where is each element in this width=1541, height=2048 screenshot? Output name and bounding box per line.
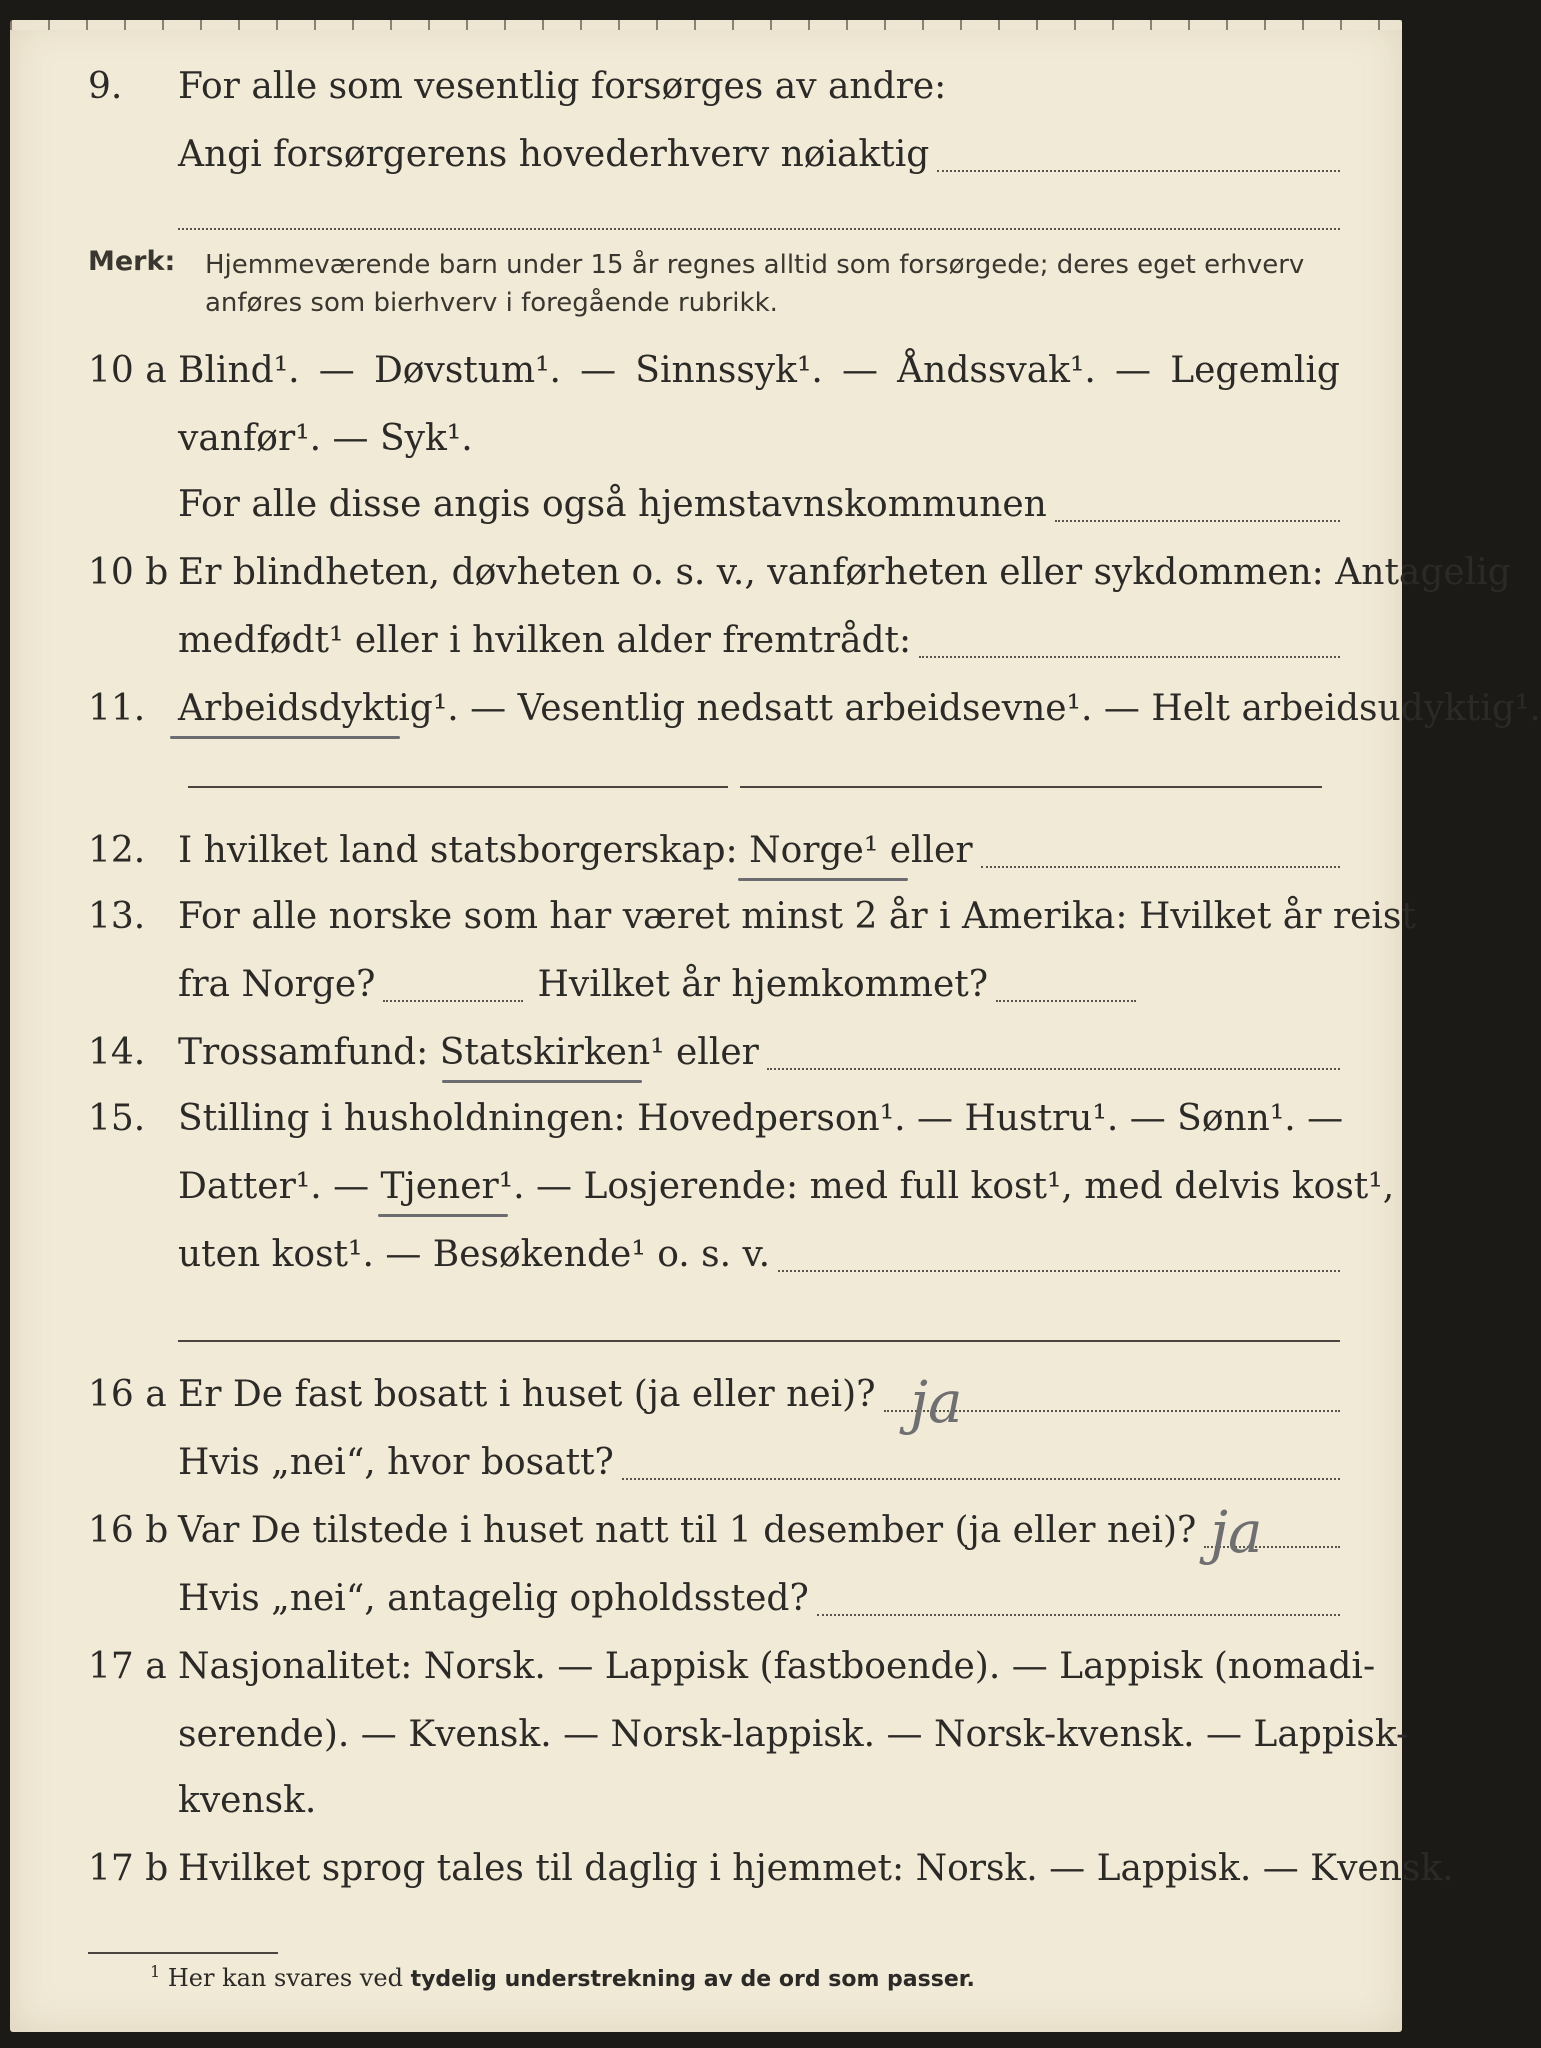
- question-16a-line-2: [10, 1438, 1402, 1488]
- answer-field[interactable]: [919, 656, 1340, 658]
- question-text: vanfør¹. — Syk¹.: [178, 418, 473, 459]
- dash: —: [318, 350, 355, 391]
- answer-field[interactable]: [981, 866, 1340, 868]
- note-line: Hjemmeværende barn under 15 år regnes alltid som forsørgede; deres eget erhverv: [205, 250, 1305, 280]
- question-text: For alle som vesentlig forsørges av andre:: [178, 66, 947, 107]
- answer-line[interactable]: [740, 786, 1322, 788]
- scan-edge: [10, 20, 1402, 30]
- question-number: 10 b: [88, 552, 169, 593]
- question-text: Angi forsørgerens hovederhverv nøiaktig: [178, 134, 930, 175]
- question-text: serende). — Kvensk. — Norsk-lappisk. — Norsk-kvensk. — Lappisk-: [178, 1714, 1409, 1755]
- question-text: fra Norge?: [178, 964, 376, 1005]
- question-number: 13.: [88, 896, 146, 937]
- question-17a-line-3: [10, 1776, 1402, 1826]
- answer-field[interactable]: [767, 1068, 1340, 1070]
- question-text: medfødt¹ eller i hvilken alder fremtrådt:: [178, 620, 912, 661]
- question-number: 14.: [88, 1032, 146, 1073]
- answer-field[interactable]: [937, 170, 1340, 172]
- question-number: 11.: [88, 688, 146, 729]
- answer-line[interactable]: [178, 1340, 1340, 1342]
- question-text: Stilling i husholdningen: Hovedperson¹. — Hustru¹. — Sønn¹. —: [178, 1098, 1344, 1139]
- answer-field-hjemkommet[interactable]: [996, 1000, 1136, 1002]
- option-andssvak: Åndssvak¹.: [897, 350, 1096, 391]
- dash: —: [580, 350, 617, 391]
- question-text: For alle disse angis også hjemstavnskommunen: [178, 484, 1047, 525]
- dash: —: [842, 350, 878, 391]
- dash: —: [1115, 350, 1152, 391]
- question-10b-line-2: [10, 616, 1402, 666]
- question-15-line-2: [10, 1162, 1402, 1212]
- question-options: [178, 346, 1340, 396]
- question-text: Nasjonalitet: Norsk. — Lappisk (fastboende). — Lappisk (nomadi-: [178, 1646, 1376, 1687]
- footnote-mark: 1: [150, 1962, 161, 1981]
- question-10a-line-3: [10, 480, 1402, 530]
- answer-line[interactable]: [188, 786, 728, 788]
- question-text: Trossamfund: Statskirken¹ eller: [178, 1032, 759, 1073]
- question-13: [10, 892, 1416, 942]
- handwritten-answer: ja: [910, 1368, 963, 1436]
- note-line: anføres som bierhverv i foregående rubrikk.: [205, 288, 778, 318]
- question-17a: [10, 1642, 1402, 1692]
- question-text: I hvilket land statsborgerskap: Norge¹ eller: [178, 830, 973, 871]
- note-label: Merk:: [88, 246, 176, 277]
- question-text: uten kost¹. — Besøkende¹ o. s. v.: [178, 1234, 771, 1275]
- question-14: [10, 1028, 1402, 1078]
- question-number: 16 b: [88, 1510, 169, 1551]
- question-10a: [10, 346, 1402, 396]
- question-11: [10, 684, 1541, 734]
- option-dovstum: Døvstum¹.: [373, 350, 561, 391]
- question-text: Hvilket sprog tales til daglig i hjemmet: Norsk. — Lappisk. — Kvensk.: [178, 1848, 1454, 1889]
- question-text: Er blindheten, døvheten o. s. v., vanførheten eller sykdommen: Antagelig: [178, 552, 1511, 593]
- question-17a-line-2: [10, 1710, 1409, 1760]
- question-number: 16 a: [88, 1374, 167, 1415]
- answer-field[interactable]: [622, 1478, 1340, 1480]
- footnote-text: Her kan svares ved: [167, 1964, 411, 1992]
- question-16b: [10, 1506, 1402, 1556]
- option-blind: Blind¹.: [178, 350, 300, 391]
- question-16b-line-2: [10, 1574, 1402, 1624]
- answer-field[interactable]: [817, 1614, 1340, 1616]
- question-text: Hvis „nei“, antagelig opholdssted?: [178, 1578, 809, 1619]
- question-text: For alle norske som har været minst 2 år i Amerika: Hvilket år reist: [178, 896, 1416, 937]
- question-number: 9.: [88, 66, 123, 107]
- question-text: Hvis „nei“, hvor bosatt?: [178, 1442, 614, 1483]
- question-15-line-3: [10, 1230, 1402, 1280]
- question-text: kvensk.: [178, 1780, 317, 1821]
- answer-underline-statskirken: [442, 1080, 642, 1083]
- question-9: [10, 62, 1402, 112]
- question-text: Hvilket år hjemkommet?: [537, 964, 989, 1005]
- question-number: 17 a: [88, 1646, 167, 1687]
- question-text: Er De fast bosatt i huset (ja eller nei)?: [178, 1374, 876, 1415]
- question-9-line-2: [10, 130, 1402, 180]
- question-12: [10, 826, 1402, 876]
- question-10a-line-2: [10, 414, 1402, 464]
- handwritten-answer: ja: [1210, 1498, 1263, 1566]
- answer-field[interactable]: [1055, 520, 1340, 522]
- answer-underline-tjener: [378, 1214, 508, 1217]
- question-number: 17 b: [88, 1848, 169, 1889]
- answer-underline-norge: [738, 878, 908, 881]
- question-text: Var De tilstede i huset natt til 1 desember (ja eller nei)?: [178, 1510, 1197, 1551]
- footnote: [150, 1962, 975, 1992]
- question-number: 10 a: [88, 350, 167, 391]
- question-10b: [10, 548, 1511, 598]
- census-form-page: [10, 20, 1541, 2032]
- question-text: Arbeidsdyktig¹. — Vesentlig nedsatt arbeidsevne¹. — Helt arbeidsudyktig¹.: [178, 688, 1541, 729]
- question-15: [10, 1094, 1402, 1144]
- option-legemlig: Legemlig: [1170, 350, 1340, 391]
- answer-field-reist[interactable]: [383, 1000, 523, 1002]
- question-13-line-2: [10, 960, 1402, 1010]
- answer-field[interactable]: [778, 1270, 1340, 1272]
- question-16a: [10, 1370, 1402, 1420]
- question-number: 15.: [88, 1098, 146, 1139]
- question-number: 12.: [88, 830, 146, 871]
- option-sinnssyk: Sinnssyk¹.: [635, 350, 823, 391]
- answer-underline-arbeidsdyktig: [170, 736, 400, 739]
- question-text: Datter¹. — Tjener¹. — Losjerende: med full kost¹, med delvis kost¹,: [178, 1166, 1395, 1207]
- answer-field-line[interactable]: [178, 228, 1340, 230]
- footnote-divider: [88, 1952, 278, 1954]
- footnote-emphasis: tydelig understrekning av de ord som passer.: [410, 1967, 975, 1992]
- note-text: [205, 246, 1340, 322]
- question-17b: [10, 1844, 1454, 1894]
